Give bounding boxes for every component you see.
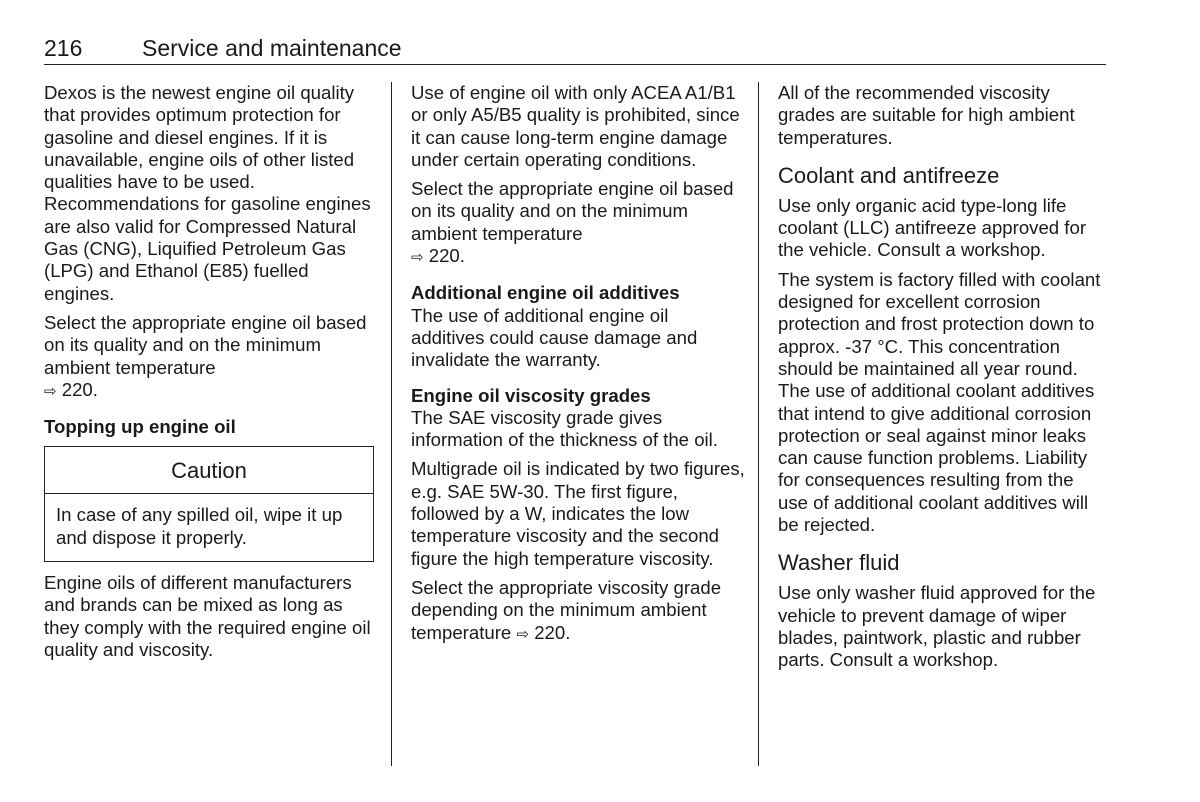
paragraph-additives: The use of additional engine oil additives could cause damage and invalidate the warranty. — [411, 304, 698, 371]
cross-reference-arrow-icon: ⇨ — [44, 382, 57, 400]
cross-reference-arrow-icon: ⇨ — [411, 249, 424, 267]
caution-text: In case of any spilled oil, wipe it up and dispose it properly. — [56, 504, 343, 548]
column-divider — [391, 82, 392, 766]
paragraph-viscosity-suitable: All of the recommended viscosity grades are suitable for high ambient temperatures. — [778, 82, 1075, 148]
select-oil-text: Select the appropriate engine oil based on its quality and on the minimum ambient temperature — [44, 311, 367, 378]
column-left — [44, 82, 374, 668]
paragraph-dexos: Dexos is the newest engine oil quality that provides optimum protection for gasoline and diesel engines. If it is unavailable, engine oils of other listed qualities have to be used. Recommendations for gasoline engines are also valid for Compressed Natural Gas (CNG), Liquified Petroleum Gas (LPG) and Ethanol (E85) fuelled engines. — [44, 82, 371, 304]
page-reference-link[interactable]: 220. — [61, 378, 98, 400]
page-reference-link[interactable]: 220. — [534, 621, 571, 643]
column-divider — [758, 82, 759, 766]
paragraph-coolant-system: The system is factory filled with coolant designed for excellent corrosion protection and frost protection down to approx. -37 °C. This concentration should be maintained all year round. The use of additional coolant additives that intend to give additional corrosion protection or seal against minor leaks can cause function problems. Liability for consequences resulting from the use of additional coolant additives will be rejected. — [778, 268, 1101, 536]
select-viscosity-text: Select the appropriate viscosity grade depending on the minimum ambient temperature — [411, 576, 722, 643]
page-number: 216 — [44, 35, 83, 61]
paragraph-sae-grade: The SAE viscosity grade gives information of the thickness of the oil. — [411, 406, 718, 451]
page-header — [44, 34, 1106, 65]
paragraph-select-viscosity — [411, 577, 745, 646]
paragraph-washer-fluid: Use only washer fluid approved for the vehicle to prevent damage of wiper blades, paintwork, plastic and rubber parts. Consult a workshop. — [778, 582, 1096, 671]
heading-viscosity-grades: Engine oil viscosity grades — [411, 384, 651, 406]
paragraph-select-oil — [411, 178, 745, 269]
paragraph-select-oil — [44, 312, 374, 403]
caution-title: Caution — [45, 447, 373, 494]
page-reference-link[interactable]: 220. — [428, 245, 465, 267]
paragraph-mixing-oils: Engine oils of different manufacturers and brands can be mixed as long as they comply with the required engine oil quality and viscosity. — [44, 572, 371, 660]
section-title: Service and maintenance — [142, 35, 402, 61]
heading-coolant: Coolant and antifreeze — [778, 162, 1000, 188]
paragraph-acea-prohibited: Use of engine oil with only ACEA A1/B1 or only A5/B5 quality is prohibited, since it can cause long-term engine damage under certain operating conditions. — [411, 82, 740, 170]
paragraph-coolant-type: Use only organic acid type-long life coolant (LLC) antifreeze approved for the vehicle. Consult a workshop. — [778, 194, 1087, 261]
paragraph-multigrade: Multigrade oil is indicated by two figures, e.g. SAE 5W-30. The first figure, followed by a W, indicates the low temperature viscosity and the second figure the high temperature viscosity. — [411, 458, 745, 569]
caution-box — [44, 446, 374, 562]
heading-topping-up: Topping up engine oil — [44, 416, 236, 438]
cross-reference-arrow-icon: ⇨ — [516, 625, 530, 643]
heading-oil-additives: Additional engine oil additives — [411, 282, 680, 304]
heading-washer-fluid: Washer fluid — [778, 550, 900, 576]
column-right — [778, 82, 1108, 679]
column-middle — [411, 82, 745, 653]
select-oil-text: Select the appropriate engine oil based on its quality and on the minimum ambient temperature — [411, 178, 734, 244]
